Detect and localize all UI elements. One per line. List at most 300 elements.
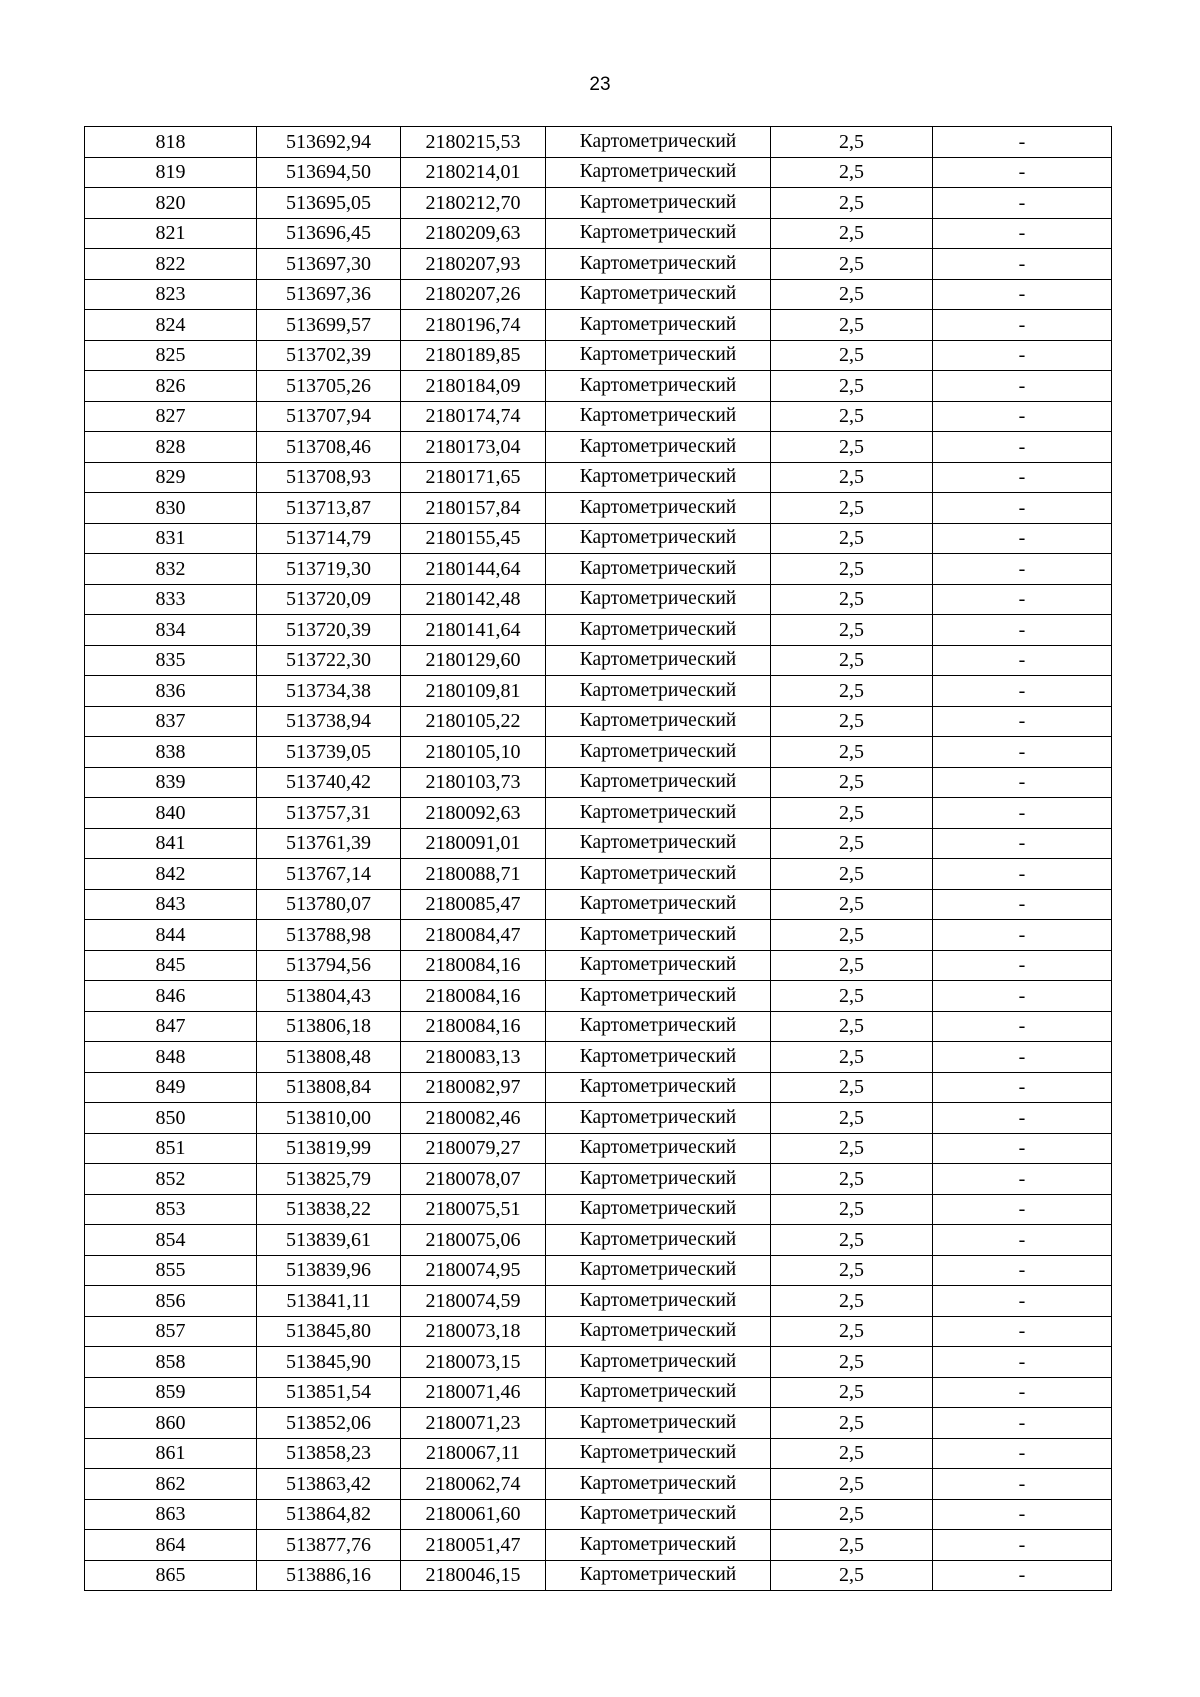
y-coordinate-cell: 2180142,48 [401,584,546,615]
point-number-cell: 838 [85,737,257,768]
note-cell: - [933,157,1112,188]
method-cell: Картометрический [546,1377,771,1408]
table-row [85,523,1112,554]
y-coordinate-cell: 2180157,84 [401,493,546,524]
note-cell: - [933,1469,1112,1500]
accuracy-cell: 2,5 [771,157,933,188]
accuracy-cell: 2,5 [771,1133,933,1164]
method-cell: Картометрический [546,859,771,890]
table-row [85,798,1112,829]
table-row [85,1408,1112,1439]
x-coordinate-cell: 513804,43 [257,981,401,1012]
note-cell: - [933,584,1112,615]
note-cell: - [933,371,1112,402]
y-coordinate-cell: 2180046,15 [401,1560,546,1591]
note-cell: - [933,645,1112,676]
note-cell: - [933,218,1112,249]
point-number-cell: 829 [85,462,257,493]
table-row [85,279,1112,310]
note-cell: - [933,1347,1112,1378]
table-row [85,340,1112,371]
x-coordinate-cell: 513695,05 [257,188,401,219]
method-cell: Картометрический [546,188,771,219]
point-number-cell: 824 [85,310,257,341]
y-coordinate-cell: 2180082,97 [401,1072,546,1103]
note-cell: - [933,1194,1112,1225]
note-cell: - [933,249,1112,280]
x-coordinate-cell: 513708,46 [257,432,401,463]
accuracy-cell: 2,5 [771,1408,933,1439]
accuracy-cell: 2,5 [771,188,933,219]
point-number-cell: 825 [85,340,257,371]
accuracy-cell: 2,5 [771,645,933,676]
y-coordinate-cell: 2180184,09 [401,371,546,402]
table-row [85,401,1112,432]
note-cell: - [933,279,1112,310]
method-cell: Картометрический [546,645,771,676]
accuracy-cell: 2,5 [771,218,933,249]
table-row [85,645,1112,676]
method-cell: Картометрический [546,767,771,798]
note-cell: - [933,1286,1112,1317]
accuracy-cell: 2,5 [771,1164,933,1195]
method-cell: Картометрический [546,1225,771,1256]
y-coordinate-cell: 2180073,15 [401,1347,546,1378]
y-coordinate-cell: 2180088,71 [401,859,546,890]
x-coordinate-cell: 513734,38 [257,676,401,707]
accuracy-cell: 2,5 [771,432,933,463]
note-cell: - [933,737,1112,768]
point-number-cell: 855 [85,1255,257,1286]
accuracy-cell: 2,5 [771,279,933,310]
accuracy-cell: 2,5 [771,249,933,280]
note-cell: - [933,828,1112,859]
note-cell: - [933,1499,1112,1530]
table-row [85,1133,1112,1164]
method-cell: Картометрический [546,218,771,249]
method-cell: Картометрический [546,1042,771,1073]
note-cell: - [933,615,1112,646]
y-coordinate-cell: 2180209,63 [401,218,546,249]
accuracy-cell: 2,5 [771,1530,933,1561]
note-cell: - [933,1072,1112,1103]
point-number-cell: 819 [85,157,257,188]
x-coordinate-cell: 513838,22 [257,1194,401,1225]
note-cell: - [933,310,1112,341]
accuracy-cell: 2,5 [771,1194,933,1225]
y-coordinate-cell: 2180103,73 [401,767,546,798]
y-coordinate-cell: 2180061,60 [401,1499,546,1530]
table-row [85,1316,1112,1347]
point-number-cell: 864 [85,1530,257,1561]
y-coordinate-cell: 2180073,18 [401,1316,546,1347]
point-number-cell: 839 [85,767,257,798]
table-row [85,615,1112,646]
method-cell: Картометрический [546,432,771,463]
x-coordinate-cell: 513720,39 [257,615,401,646]
method-cell: Картометрический [546,157,771,188]
note-cell: - [933,1225,1112,1256]
accuracy-cell: 2,5 [771,767,933,798]
y-coordinate-cell: 2180212,70 [401,188,546,219]
table-row [85,1377,1112,1408]
point-number-cell: 841 [85,828,257,859]
y-coordinate-cell: 2180084,16 [401,950,546,981]
x-coordinate-cell: 513692,94 [257,127,401,158]
table-row [85,249,1112,280]
point-number-cell: 857 [85,1316,257,1347]
x-coordinate-cell: 513708,93 [257,462,401,493]
note-cell: - [933,127,1112,158]
method-cell: Картометрический [546,310,771,341]
method-cell: Картометрический [546,1408,771,1439]
point-number-cell: 847 [85,1011,257,1042]
y-coordinate-cell: 2180155,45 [401,523,546,554]
x-coordinate-cell: 513702,39 [257,340,401,371]
accuracy-cell: 2,5 [771,1072,933,1103]
accuracy-cell: 2,5 [771,615,933,646]
note-cell: - [933,1042,1112,1073]
accuracy-cell: 2,5 [771,554,933,585]
method-cell: Картометрический [546,828,771,859]
accuracy-cell: 2,5 [771,1560,933,1591]
method-cell: Картометрический [546,584,771,615]
y-coordinate-cell: 2180144,64 [401,554,546,585]
accuracy-cell: 2,5 [771,1377,933,1408]
method-cell: Картометрический [546,1316,771,1347]
y-coordinate-cell: 2180171,65 [401,462,546,493]
accuracy-cell: 2,5 [771,1347,933,1378]
note-cell: - [933,523,1112,554]
page-number: 23 [589,74,611,95]
table-row [85,676,1112,707]
point-number-cell: 860 [85,1408,257,1439]
point-number-cell: 858 [85,1347,257,1378]
table-row [85,1347,1112,1378]
table-row [85,432,1112,463]
point-number-cell: 859 [85,1377,257,1408]
x-coordinate-cell: 513780,07 [257,889,401,920]
point-number-cell: 835 [85,645,257,676]
x-coordinate-cell: 513863,42 [257,1469,401,1500]
table-row [85,310,1112,341]
x-coordinate-cell: 513788,98 [257,920,401,951]
accuracy-cell: 2,5 [771,676,933,707]
accuracy-cell: 2,5 [771,950,933,981]
table-row [85,859,1112,890]
x-coordinate-cell: 513697,36 [257,279,401,310]
point-number-cell: 848 [85,1042,257,1073]
x-coordinate-cell: 513851,54 [257,1377,401,1408]
point-number-cell: 821 [85,218,257,249]
table-row [85,157,1112,188]
accuracy-cell: 2,5 [771,1255,933,1286]
y-coordinate-cell: 2180174,74 [401,401,546,432]
accuracy-cell: 2,5 [771,798,933,829]
x-coordinate-cell: 513845,90 [257,1347,401,1378]
y-coordinate-cell: 2180083,13 [401,1042,546,1073]
method-cell: Картометрический [546,1255,771,1286]
point-number-cell: 820 [85,188,257,219]
method-cell: Картометрический [546,523,771,554]
x-coordinate-cell: 513845,80 [257,1316,401,1347]
table-row [85,462,1112,493]
note-cell: - [933,676,1112,707]
table-row [85,1194,1112,1225]
x-coordinate-cell: 513852,06 [257,1408,401,1439]
method-cell: Картометрический [546,279,771,310]
accuracy-cell: 2,5 [771,737,933,768]
method-cell: Картометрический [546,462,771,493]
point-number-cell: 865 [85,1560,257,1591]
x-coordinate-cell: 513713,87 [257,493,401,524]
y-coordinate-cell: 2180075,51 [401,1194,546,1225]
table-row [85,1530,1112,1561]
x-coordinate-cell: 513808,48 [257,1042,401,1073]
note-cell: - [933,1377,1112,1408]
x-coordinate-cell: 513694,50 [257,157,401,188]
x-coordinate-cell: 513839,61 [257,1225,401,1256]
note-cell: - [933,950,1112,981]
y-coordinate-cell: 2180129,60 [401,645,546,676]
method-cell: Картометрический [546,889,771,920]
table-row [85,493,1112,524]
table-row [85,1103,1112,1134]
note-cell: - [933,493,1112,524]
method-cell: Картометрический [546,401,771,432]
method-cell: Картометрический [546,920,771,951]
point-number-cell: 843 [85,889,257,920]
table-row [85,1164,1112,1195]
y-coordinate-cell: 2180071,23 [401,1408,546,1439]
note-cell: - [933,1103,1112,1134]
x-coordinate-cell: 513810,00 [257,1103,401,1134]
accuracy-cell: 2,5 [771,859,933,890]
accuracy-cell: 2,5 [771,1103,933,1134]
point-number-cell: 830 [85,493,257,524]
accuracy-cell: 2,5 [771,1042,933,1073]
y-coordinate-cell: 2180085,47 [401,889,546,920]
x-coordinate-cell: 513705,26 [257,371,401,402]
y-coordinate-cell: 2180173,04 [401,432,546,463]
point-number-cell: 828 [85,432,257,463]
accuracy-cell: 2,5 [771,828,933,859]
y-coordinate-cell: 2180074,59 [401,1286,546,1317]
y-coordinate-cell: 2180084,16 [401,981,546,1012]
table-row [85,1438,1112,1469]
y-coordinate-cell: 2180091,01 [401,828,546,859]
y-coordinate-cell: 2180078,07 [401,1164,546,1195]
y-coordinate-cell: 2180079,27 [401,1133,546,1164]
note-cell: - [933,340,1112,371]
method-cell: Картометрический [546,1072,771,1103]
accuracy-cell: 2,5 [771,1469,933,1500]
x-coordinate-cell: 513699,57 [257,310,401,341]
point-number-cell: 826 [85,371,257,402]
point-number-cell: 853 [85,1194,257,1225]
note-cell: - [933,920,1112,951]
point-number-cell: 844 [85,920,257,951]
note-cell: - [933,889,1112,920]
y-coordinate-cell: 2180062,74 [401,1469,546,1500]
note-cell: - [933,462,1112,493]
note-cell: - [933,1560,1112,1591]
note-cell: - [933,1011,1112,1042]
accuracy-cell: 2,5 [771,706,933,737]
point-number-cell: 856 [85,1286,257,1317]
note-cell: - [933,981,1112,1012]
method-cell: Картометрический [546,981,771,1012]
point-number-cell: 863 [85,1499,257,1530]
point-number-cell: 834 [85,615,257,646]
accuracy-cell: 2,5 [771,462,933,493]
note-cell: - [933,1438,1112,1469]
point-number-cell: 851 [85,1133,257,1164]
method-cell: Картометрический [546,1286,771,1317]
x-coordinate-cell: 513714,79 [257,523,401,554]
note-cell: - [933,859,1112,890]
point-number-cell: 845 [85,950,257,981]
y-coordinate-cell: 2180051,47 [401,1530,546,1561]
accuracy-cell: 2,5 [771,371,933,402]
x-coordinate-cell: 513841,11 [257,1286,401,1317]
x-coordinate-cell: 513806,18 [257,1011,401,1042]
accuracy-cell: 2,5 [771,1011,933,1042]
y-coordinate-cell: 2180074,95 [401,1255,546,1286]
accuracy-cell: 2,5 [771,340,933,371]
method-cell: Картометрический [546,1560,771,1591]
method-cell: Картометрический [546,249,771,280]
x-coordinate-cell: 513825,79 [257,1164,401,1195]
note-cell: - [933,1408,1112,1439]
method-cell: Картометрический [546,615,771,646]
method-cell: Картометрический [546,1438,771,1469]
y-coordinate-cell: 2180196,74 [401,310,546,341]
note-cell: - [933,1530,1112,1561]
point-number-cell: 832 [85,554,257,585]
accuracy-cell: 2,5 [771,1225,933,1256]
table-row [85,1560,1112,1591]
x-coordinate-cell: 513739,05 [257,737,401,768]
x-coordinate-cell: 513886,16 [257,1560,401,1591]
method-cell: Картометрический [546,950,771,981]
note-cell: - [933,554,1112,585]
table-row [85,1011,1112,1042]
method-cell: Картометрический [546,554,771,585]
table-row [85,1225,1112,1256]
method-cell: Картометрический [546,706,771,737]
note-cell: - [933,1164,1112,1195]
note-cell: - [933,798,1112,829]
table-row [85,371,1112,402]
note-cell: - [933,401,1112,432]
table-row [85,1469,1112,1500]
point-number-cell: 822 [85,249,257,280]
x-coordinate-cell: 513722,30 [257,645,401,676]
method-cell: Картометрический [546,798,771,829]
note-cell: - [933,767,1112,798]
point-number-cell: 842 [85,859,257,890]
table-row [85,1255,1112,1286]
x-coordinate-cell: 513740,42 [257,767,401,798]
table-row [85,1072,1112,1103]
y-coordinate-cell: 2180084,16 [401,1011,546,1042]
accuracy-cell: 2,5 [771,584,933,615]
table-row [85,737,1112,768]
method-cell: Картометрический [546,1194,771,1225]
x-coordinate-cell: 513794,56 [257,950,401,981]
coordinates-table-body [85,127,1112,1591]
point-number-cell: 850 [85,1103,257,1134]
table-row [85,127,1112,158]
point-number-cell: 849 [85,1072,257,1103]
table-row [85,950,1112,981]
method-cell: Картометрический [546,1530,771,1561]
accuracy-cell: 2,5 [771,1286,933,1317]
point-number-cell: 862 [85,1469,257,1500]
point-number-cell: 823 [85,279,257,310]
table-row [85,889,1112,920]
point-number-cell: 837 [85,706,257,737]
x-coordinate-cell: 513858,23 [257,1438,401,1469]
table-row [85,554,1112,585]
point-number-cell: 840 [85,798,257,829]
x-coordinate-cell: 513697,30 [257,249,401,280]
x-coordinate-cell: 513719,30 [257,554,401,585]
x-coordinate-cell: 513707,94 [257,401,401,432]
y-coordinate-cell: 2180075,06 [401,1225,546,1256]
method-cell: Картометрический [546,1011,771,1042]
method-cell: Картометрический [546,340,771,371]
x-coordinate-cell: 513738,94 [257,706,401,737]
x-coordinate-cell: 513761,39 [257,828,401,859]
method-cell: Картометрический [546,1499,771,1530]
method-cell: Картометрический [546,127,771,158]
y-coordinate-cell: 2180189,85 [401,340,546,371]
y-coordinate-cell: 2180141,64 [401,615,546,646]
method-cell: Картометрический [546,1133,771,1164]
accuracy-cell: 2,5 [771,889,933,920]
method-cell: Картометрический [546,676,771,707]
accuracy-cell: 2,5 [771,920,933,951]
x-coordinate-cell: 513696,45 [257,218,401,249]
x-coordinate-cell: 513720,09 [257,584,401,615]
accuracy-cell: 2,5 [771,981,933,1012]
y-coordinate-cell: 2180071,46 [401,1377,546,1408]
method-cell: Картометрический [546,1103,771,1134]
y-coordinate-cell: 2180109,81 [401,676,546,707]
note-cell: - [933,1133,1112,1164]
table-row [85,188,1112,219]
y-coordinate-cell: 2180082,46 [401,1103,546,1134]
accuracy-cell: 2,5 [771,1316,933,1347]
note-cell: - [933,1316,1112,1347]
accuracy-cell: 2,5 [771,310,933,341]
y-coordinate-cell: 2180105,10 [401,737,546,768]
y-coordinate-cell: 2180067,11 [401,1438,546,1469]
accuracy-cell: 2,5 [771,127,933,158]
table-row [85,981,1112,1012]
method-cell: Картометрический [546,493,771,524]
y-coordinate-cell: 2180214,01 [401,157,546,188]
note-cell: - [933,1255,1112,1286]
coordinates-table [84,126,1112,1591]
method-cell: Картометрический [546,1164,771,1195]
x-coordinate-cell: 513808,84 [257,1072,401,1103]
point-number-cell: 831 [85,523,257,554]
method-cell: Картометрический [546,371,771,402]
point-number-cell: 861 [85,1438,257,1469]
